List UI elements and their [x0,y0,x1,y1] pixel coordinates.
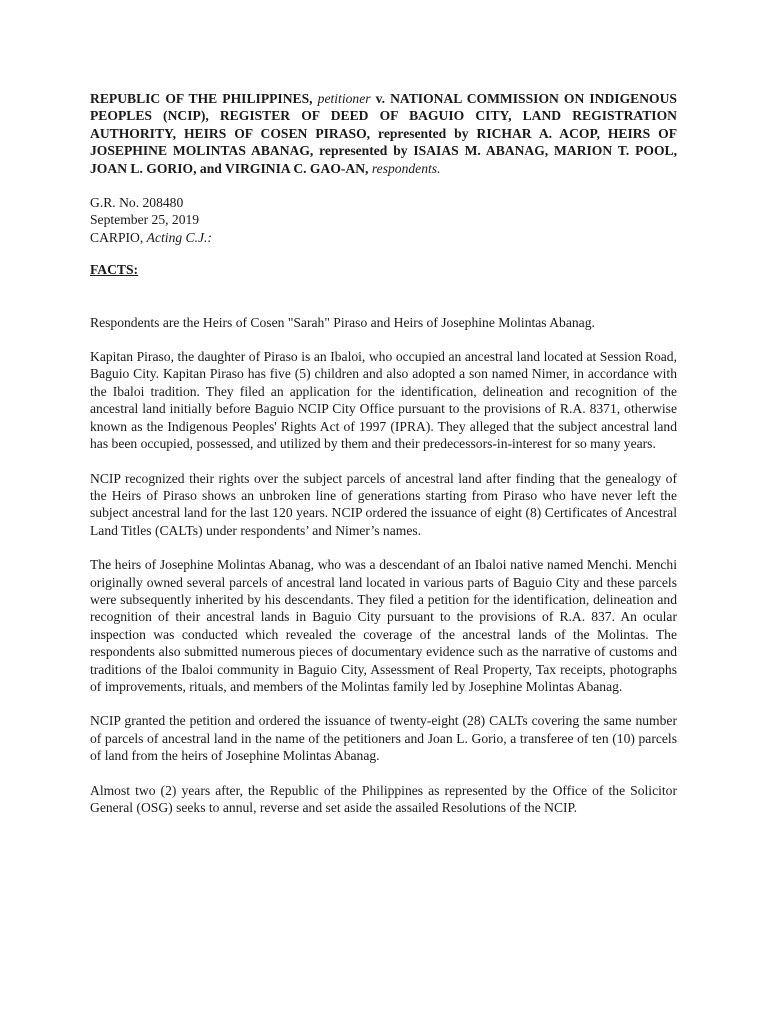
gr-number: G.R. No. 208480 [90,195,184,211]
case-title-respondent-parties: v. NATIONAL COMMISSION ON INDIGENOUS PEOPLES (NCIP), REGISTER OF DEED OF BAGUIO CITY, LAND REGISTRATION AUTHORITY, HEIRS OF COSEN PIRASO, represented by RICHAR A. ACOP, HEIRS OF JOSEPHINE MOLINTAS ABANAG, represented by ISAIAS M. ABANAG, MARION T. POOL, JOAN L. GORIO, and VIRGINIA C. GAO-AN, [90,91,677,176]
case-title [90,90,677,177]
facts-paragraph: NCIP granted the petition and ordered the issuance of twenty-eight (28) CALTs covering the same number of parcels of ancestral land in the name of the petitioners and Joan L. Gorio, a transferee of ten (10) parcels of land from the heirs of Josephine Molintas Abanag. [90,713,677,764]
facts-paragraph: Respondents are the Heirs of Cosen "Sarah" Piraso and Heirs of Josephine Molintas Abanag. [90,314,595,330]
case-title-petitioner-party: REPUBLIC OF THE PHILIPPINES, [90,91,313,106]
decision-date: September 25, 2019 [90,212,200,228]
ponente-title: Acting C.J.: [146,229,212,245]
facts-heading: FACTS: [90,262,139,278]
case-metadata [90,194,677,246]
document-body [90,90,677,816]
respondents-label: respondents. [371,160,441,176]
ponente [90,229,677,246]
ponente-name: CARPIO, [90,229,144,245]
petitioner-label: petitioner [317,91,371,106]
facts-paragraph: NCIP recognized their rights over the subject parcels of ancestral land after finding that the genealogy of the Heirs of Piraso shows an unbroken line of generations starting from Piraso who have never left the subject ancestral land for the last 120 years. NCIP ordered the issuance of eight (8) Certificates of Ancestral Land Titles (CALTs) under respondents’ and Nimer’s names. [90,470,677,538]
facts-paragraph: Almost two (2) years after, the Republic of the Philippines as represented by the Office of the Solicitor General (OSG) seeks to annul, reverse and set aside the assailed Resolutions of the NCIP. [90,782,677,815]
facts-paragraph: Kapitan Piraso, the daughter of Piraso is an Ibaloi, who occupied an ancestral land located at Session Road, Baguio City. Kapitan Piraso has five (5) children and also adopted a son named Nimer, in accordance with the Ibaloi tradition. They filed an application for the identification, delineation and recognition of the ancestral land initially before Baguio NCIP City Office pursuant to the provisions of R.A. 8371, otherwise known as the Indigenous Peoples' Rights Act of 1997 (IPRA). They alleged that the subject ancestral land has been occupied, possessed, and utilized by them and their predecessors-in-interest for so many years. [90,349,677,452]
facts-paragraph: The heirs of Josephine Molintas Abanag, who was a descendant of an Ibaloi native named Menchi. Menchi originally owned several parcels of ancestral land located in various parts of Baguio City and these parcels were subsequently inherited by his descendants. They filed a petition for the identification, delineation and recognition of their ancestral lands in Baguio City pursuant to the provisions of R.A. 837. An ocular inspection was conducted which revealed the coverage of the ancestral lands of the Molintas. The respondents also submitted numerous pieces of documentary evidence such as the narrative of customs and traditions of the Ibaloi community in Baguio City, Assessment of Real Property, Tax receipts, photographs of improvements, rituals, and members of the Molintas family led by Josephine Molintas Abanag. [90,557,677,694]
